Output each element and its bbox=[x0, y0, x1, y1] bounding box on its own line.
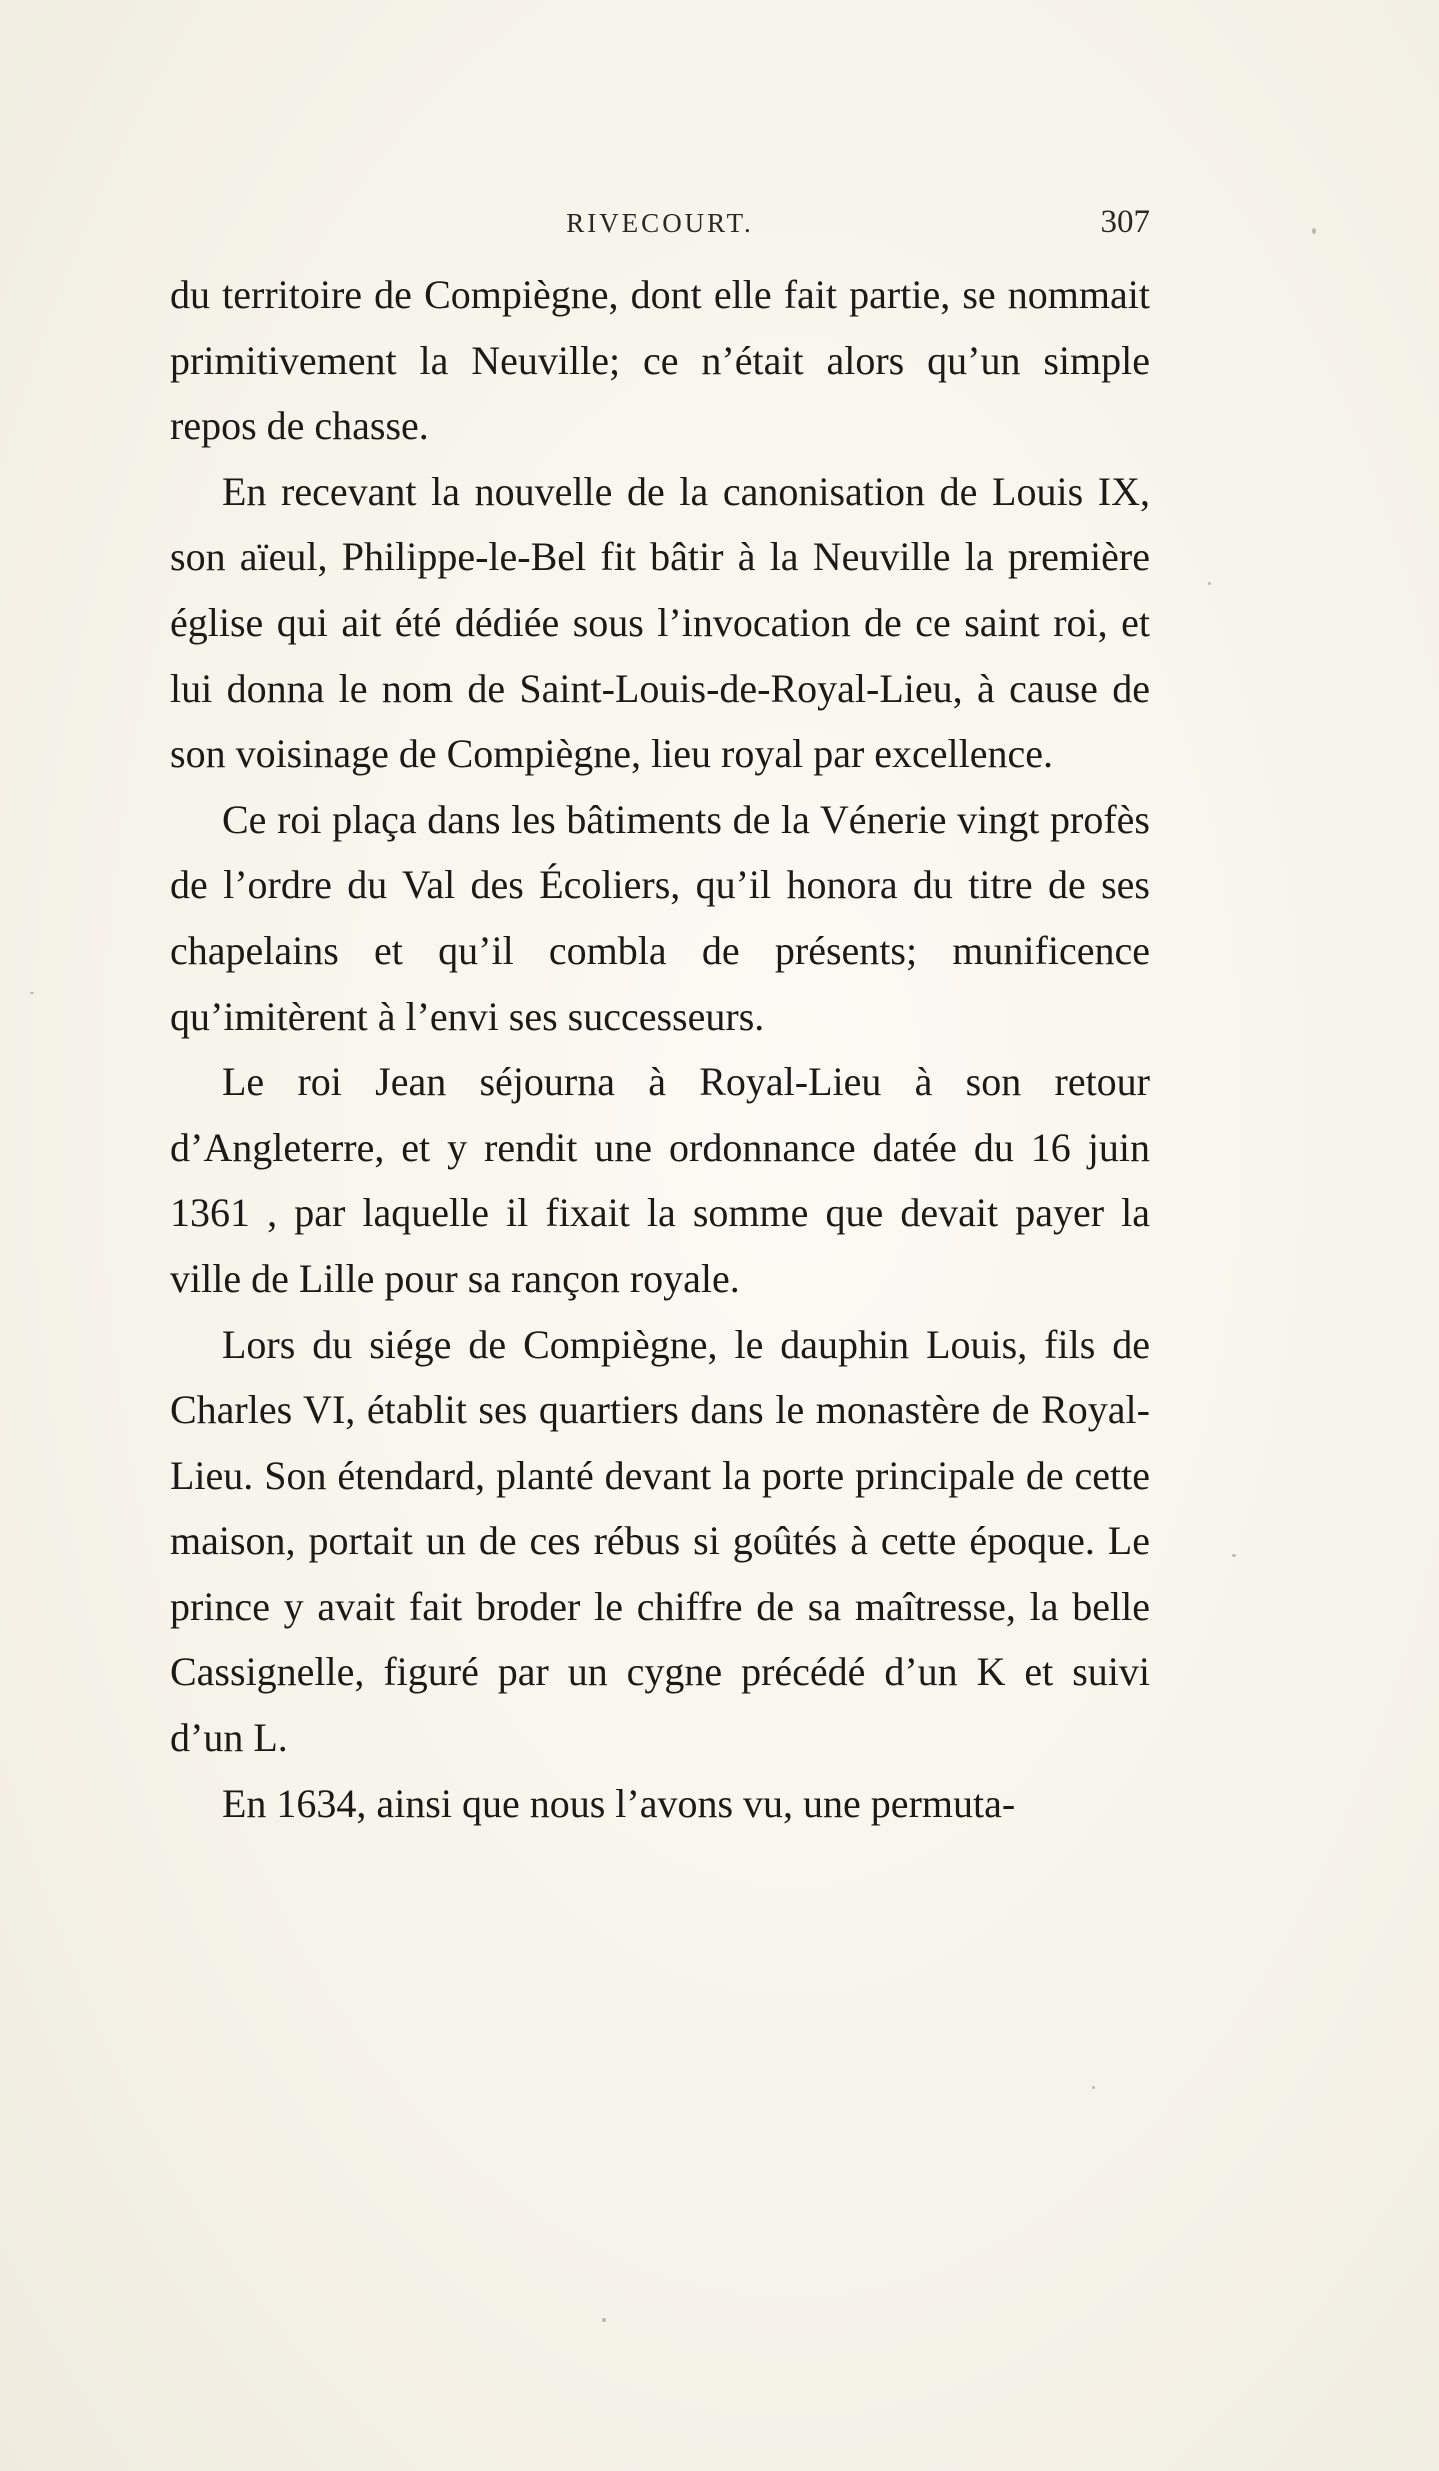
page-number: 307 bbox=[1100, 204, 1150, 240]
body-text bbox=[170, 262, 1150, 1836]
paper-speck bbox=[1208, 582, 1211, 585]
paper-speck bbox=[1312, 228, 1316, 234]
paragraph-5: Lors du siége de Compiègne, le dauphin Louis, fils de Charles VI, établit ses quartiers dans le monastère de Royal-Lieu. Son étendard, planté devant la porte principale de cette maison, portait un de ces rébus si goûtés à cette époque. Le prince y avait fait broder le chiffre de sa maîtresse, la belle Cassignelle, figuré par un cygne précédé d’un K et suivi d’un L. bbox=[170, 1321, 1150, 1761]
running-head: RIVECOURT. bbox=[566, 208, 754, 238]
page-header bbox=[170, 200, 1150, 260]
paragraph-4: Le roi Jean séjourna à Royal-Lieu à son retour d’Angleterre, et y rendit une ordonnance datée du 16 juin 1361 , par laquelle il fixait la somme que devait payer la ville de Lille pour sa rançon royale. bbox=[170, 1059, 1150, 1301]
paragraph-1: du territoire de Compiègne, dont elle fait partie, se nommait primitivement la Neuville; ce n’était alors qu’un simple repos de chasse. bbox=[170, 272, 1150, 449]
paper-speck bbox=[1232, 1554, 1236, 1557]
paper-speck bbox=[30, 992, 34, 994]
paragraph-3: Ce roi plaça dans les bâtiments de la Vénerie vingt profès de l’ordre du Val des Écoliers, qu’il honora du titre de ses chapelains et qu’il combla de présents; munificence qu’imitèrent à l’envi ses successeurs. bbox=[170, 796, 1150, 1039]
paragraph-2: En recevant la nouvelle de la canonisation de Louis IX, son aïeul, Philippe-le-Bel fit bâtir à la Neuville la première église qui ait été dédiée sous l’invocation de ce saint roi, et lui donna le nom de Saint-Louis-de-Royal-Lieu, à cause de son voisinage de Compiègne, lieu royal par excellence. bbox=[170, 468, 1150, 777]
paragraph-6: En 1634, ainsi que nous l’avons vu, une permuta- bbox=[222, 1780, 1016, 1826]
paper-speck bbox=[1092, 2086, 1095, 2089]
paper-speck bbox=[602, 2318, 606, 2322]
